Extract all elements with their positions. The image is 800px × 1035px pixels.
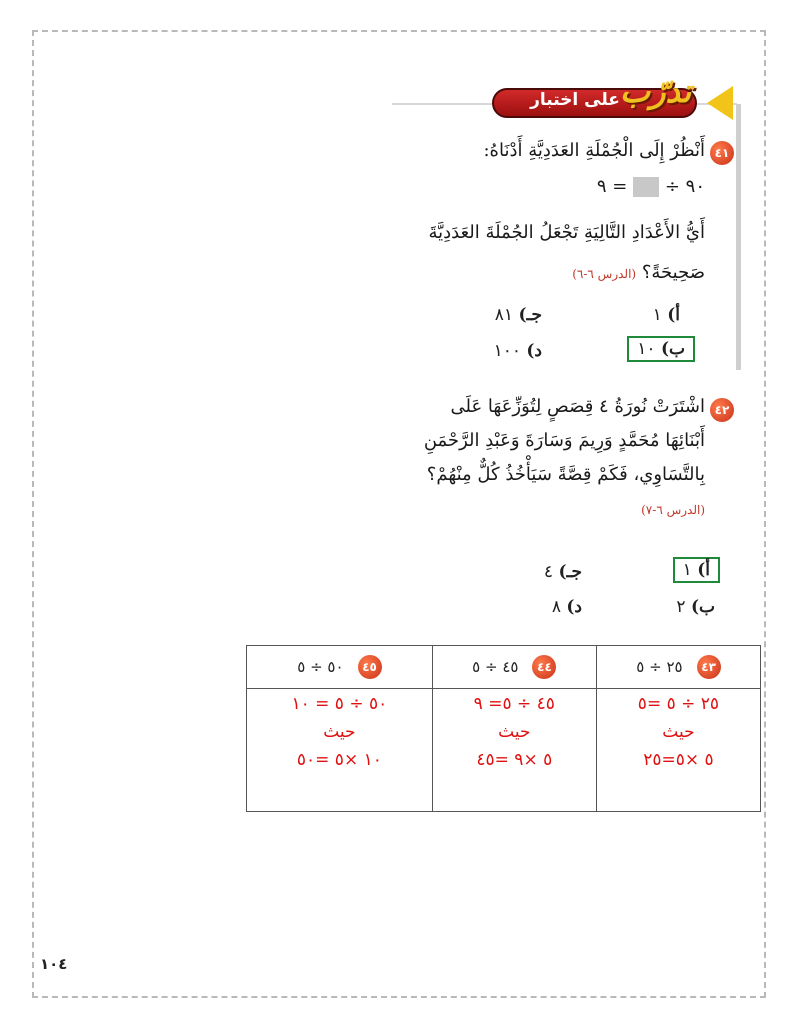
option-value: ١٠٠ [493, 341, 521, 361]
option-letter: ب) [690, 597, 715, 617]
q41-option-d[interactable] [494, 341, 542, 361]
q41-line1: أَنْظُرْ إِلَى الْجُمْلَةِ العَدَدِيَّةِ أَدْنَاهُ: [483, 140, 705, 161]
option-letter: أ) [697, 560, 710, 580]
q42-option-d[interactable] [552, 597, 582, 617]
q41-option-b[interactable] [627, 339, 695, 359]
answer-line: ١٠ ×٥ =٥٠ [296, 750, 382, 770]
question-42-badge: ٤٢ [710, 398, 734, 422]
q41-lesson-ref: (الدرس ٦-٦) [572, 267, 637, 281]
answer-line: ٢٥ ÷ ٥ =٥ [637, 694, 720, 714]
option-value: ١ [682, 560, 692, 580]
answer-line: حيث [323, 722, 356, 742]
q41-line4 [572, 262, 705, 283]
q41-option-a[interactable] [653, 305, 680, 325]
table-header-cell [247, 646, 433, 689]
option-value: ٨ [551, 597, 561, 617]
answer-line: حيث [498, 722, 531, 742]
q42-line1: اشْتَرَتْ نُورَةُ ٤ قِصَصٍ لِتُوَزِّعَهَا عَلَى [450, 396, 705, 417]
section-side-bar [736, 104, 741, 370]
q41-equation [597, 176, 705, 197]
option-letter: جـ) [558, 562, 582, 582]
q41-line3: أَيُّ الأَعْدَادِ التَّالِيَةِ تَجْعَلُ الجُمْلَةَ العَدَدِيَّةَ [428, 222, 705, 243]
question-45-badge: ٤٥ [358, 655, 382, 679]
table-answer-row [247, 689, 761, 812]
q41-line4-text: صَحِيحَةً؟ [641, 262, 705, 283]
selected-answer-box [627, 336, 695, 362]
option-letter: د) [526, 341, 542, 361]
q42-line2: أَبْنَائِهَا مُحَمَّدٍ وَرِيمَ وَسَارَةَ وَعَبْدِ الرَّحْمَنِ [423, 430, 705, 451]
table-header-row [247, 646, 761, 689]
answer-line: ٤٥ ÷ ٥= ٩ [473, 694, 555, 714]
question-43-badge: ٤٣ [697, 655, 721, 679]
option-letter: جـ) [518, 305, 542, 325]
answer-line: حيث [662, 722, 695, 742]
option-value: ٤ [543, 562, 554, 582]
option-value: ٢ [676, 597, 686, 617]
q42-lesson-ref: (الدرس ٦-٧) [641, 503, 705, 517]
option-letter: أ) [667, 305, 680, 325]
table-header-cell [596, 646, 760, 689]
q42-option-b[interactable] [676, 597, 715, 617]
header-expression: ٤٥ ÷ ٥ [472, 658, 519, 676]
option-value: ٨١ [494, 305, 514, 325]
answers-table [246, 645, 761, 812]
q41-option-c[interactable] [495, 305, 542, 325]
option-letter: ب) [660, 339, 685, 359]
q41-equation-right: = ٩ [596, 176, 628, 197]
answer-line: ٥٠ ÷ ٥ = ١٠ [291, 694, 388, 714]
q42-option-c[interactable] [544, 562, 582, 582]
question-44-badge: ٤٤ [532, 655, 556, 679]
table-header-cell [432, 646, 596, 689]
practice-banner [492, 72, 738, 120]
option-letter: د) [566, 597, 582, 617]
page-number: ١٠٤ [40, 955, 68, 973]
answer-cell [247, 689, 433, 812]
header-expression: ٥٠ ÷ ٥ [297, 658, 344, 676]
header-expression: ٢٥ ÷ ٥ [636, 658, 683, 676]
answer-cell [432, 689, 596, 812]
question-41-badge: ٤١ [710, 141, 734, 165]
selected-answer-box [673, 557, 720, 583]
option-value: ١٠ [637, 339, 656, 359]
banner-label: على اختبار [530, 90, 620, 110]
q42-line3: بِالتَّسَاوِي، فَكَمْ قِصَّةً سَيَأْخُذُ كُلٌّ مِنْهُمْ؟ [426, 464, 705, 485]
banner-logo: تدرّب [620, 72, 692, 110]
banner-arrow-icon [707, 86, 733, 120]
answer-line: ٥ ×٥=٢٥ [643, 750, 714, 770]
answer-line: ٥ ×٩ =٤٥ [476, 750, 553, 770]
q42-option-a[interactable] [673, 560, 720, 580]
option-value: ١ [652, 305, 662, 325]
answer-cell [596, 689, 760, 812]
missing-number-box [633, 177, 659, 197]
q41-equation-left: ٩٠ ÷ [664, 176, 705, 197]
